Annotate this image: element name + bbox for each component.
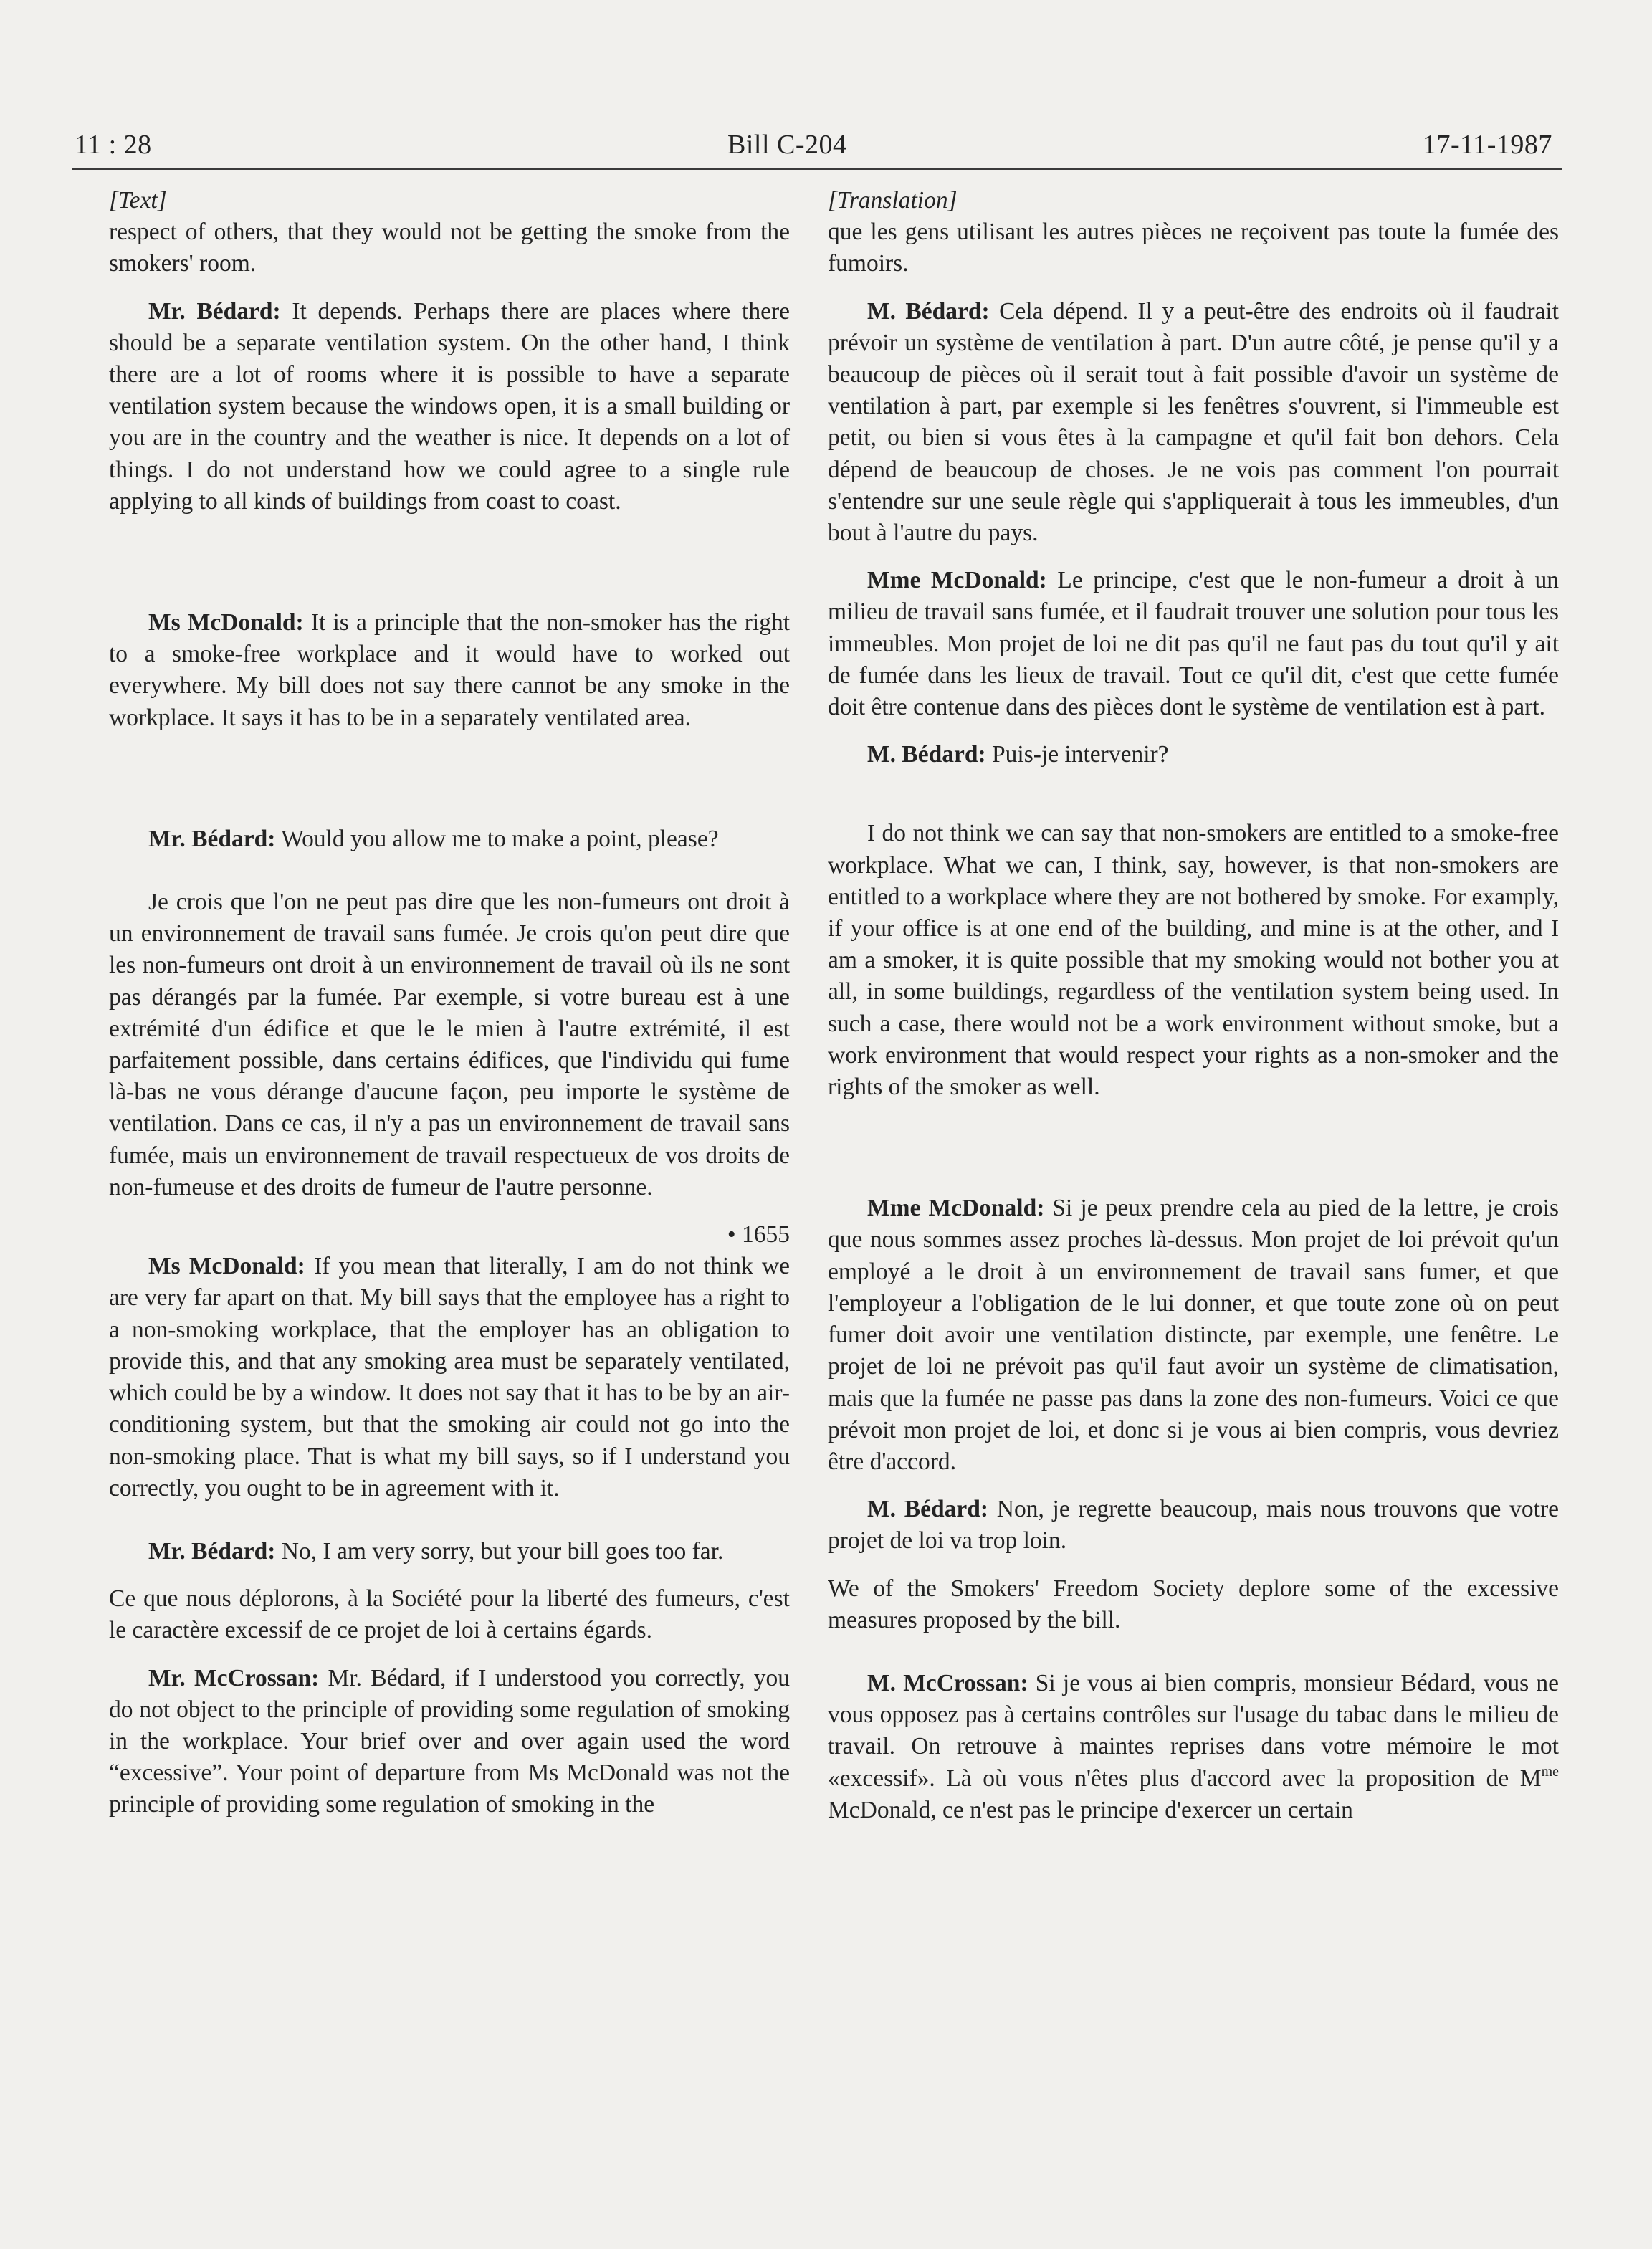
speech-text: Le principe, c'est que le non-fumeur a droit à un milieu de travail sans fumée, et il faudrait trouver une solution pour tous les immeubles. Mon projet de loi ne dit pas qu'il ne faut pas du tout qu'il y ait de fumée dans les lieux de travail. Tout ce qu'il dit, c'est que cette fumée doit être contenue dans des pièces dont le système de ventilation est à part.	[828, 567, 1559, 721]
speaker-name: Ms McDonald:	[148, 1253, 305, 1280]
paragraph: I do not think we can say that non-smokers are entitled to a smoke-free workplace. What we can, I think, say, however, is that non-smokers are entitled to a workplace where they are not bothered by smoke. For examply, if your office is at one end of the building, and mine is at the other, and I am a smoker, it is quite possible that my smoking would not bother you at all, in some buildings, regardless of the ventilation system being used. In such a case, there would not be a work environment without smoke, but a work environment that would respect your rights as a non-smoker and the rights of the smoker as well.	[828, 820, 1559, 1101]
page-number: 11 : 28	[75, 130, 152, 160]
speaker-name: Mr. Bédard:	[148, 297, 281, 325]
speech-text: Non, je regrette beaucoup, mais nous trouvons que votre projet de loi va trop loin.	[828, 1496, 1559, 1555]
superscript-me: me	[1541, 1763, 1559, 1780]
paragraph: respect of others, that they would not be getting the smoke from the smokers' room.	[109, 219, 790, 277]
speaker-name: M. Bédard:	[867, 1496, 988, 1523]
paragraph: Je crois que l'on ne peut pas dire que les non-fumeurs ont droit à un environnement de travail sans fumée. Je crois qu'on peut dire que les non-fumeurs ont droit à un environnement de travail où ils ne sont pas dérangés par la fumée. Par exemple, si votre bureau est à une extrémité d'un édifice et que le le mien à l'autre extrémité, il est parfaitement possible, dans certains édifices, que l'individu qui fume là-bas ne vous dérange d'aucune façon, peu importe le système de ventilation. Dans ce cas, il n'y a pas un environnement de travail sans fumée, mais un environnement de travail respectueux de vos droits de non-fumeuse et des droits de fumeur de l'autre personne.	[109, 889, 790, 1200]
speaker-paragraph	[828, 1494, 1559, 1557]
speaker-paragraph	[828, 296, 1559, 550]
speaker-name: Mr. McCrossan:	[148, 1664, 320, 1691]
speaker-name: Mr. Bédard:	[148, 825, 276, 852]
speaker-name: M. Bédard:	[867, 741, 986, 768]
speaker-paragraph	[828, 565, 1559, 723]
speaker-name: M. Bédard:	[867, 297, 990, 325]
speech-text: Cela dépend. Il y a peut-être des endroits où il faudrait prévoir un système de ventilation à part. D'un autre côté, je pense qu'il y a beaucoup de pièces où il serait tout à fait possible d'avoir un système de ventilation à part, par exemple si les fenêtres s'ouvrent, si l'immeuble est petit, ou bien si vous êtes à la campagne et qu'il fait bon dehors. Cela dépend de beaucoup de choses. Je ne vois pas comment l'on pourrait s'entendre sur une seule règle qui s'appliquerait à tous les immeubles, d'un bout à l'autre du pays.	[828, 297, 1559, 547]
header-date: 17-11-1987	[1423, 130, 1552, 160]
speech-text: McDonald, ce n'est pas le principe d'exercer un certain	[828, 1796, 1353, 1823]
speech-text: It depends. Perhaps there are places where there should be a separate ventilation system. On the other hand, I think there are a lot of rooms where it is possible to have a separate ventilation system because the windows open, it is a small building or you are in the country and the weather is nice. It depends on a lot of things. I do not understand how we could agree to a single rule applying to all kinds of buildings from coast to coast.	[109, 297, 790, 515]
text-tag: [Text]	[109, 187, 167, 214]
speaker-paragraph	[828, 1668, 1559, 1826]
speaker-name: M. McCrossan:	[867, 1669, 1028, 1696]
speech-text: Si je peux prendre cela au pied de la lettre, je crois que nous sommes assez proches là-dessus. Mon projet de loi prévoit qu'un employé a le droit à un environnement de travail sans fumer, et que l'employeur a l'obligation de le lui donner, et que toute zone où on peut fumer doit avoir une ventilation distincte, par exemple, une fenêtre. Le projet de loi ne prévoit pas qu'il faut avoir un système de climatisation, mais que la fumée ne passe pas dans la zone des non-fumeurs. Voici ce que prévoit mon projet de loi, et donc si je vous ai bien compris, vous devriez être d'accord.	[828, 1195, 1559, 1475]
speaker-paragraph	[109, 1536, 790, 1567]
speech-text: Puis-je intervenir?	[985, 741, 1169, 768]
speaker-paragraph	[828, 1193, 1559, 1478]
speaker-paragraph	[828, 739, 1559, 770]
speaker-paragraph	[109, 1251, 790, 1504]
bill-title: Bill C-204	[727, 130, 847, 160]
time-marker: • 1655	[727, 1221, 790, 1248]
speech-text: If you mean that literally, I am do not think we are very far apart on that. My bill says that the employee has a right to a non-smoking workplace, that the employer has an obligation to provide this, and that any smoking area must be separately ventilated, which could be by a window. It does not say that it has to be by an air-conditioning system, but that the smoking air could not go into the non-smoking place. That is what my bill says, so if I understand you correctly, you ought to be in agreement with it.	[109, 1253, 790, 1501]
speech-text: No, I am very sorry, but your bill goes too far.	[275, 1537, 724, 1565]
speaker-paragraph	[109, 296, 790, 517]
speaker-name: Mme McDonald:	[867, 1195, 1045, 1222]
paragraph: We of the Smokers' Freedom Society deplore some of the excessive measures proposed by the bill.	[828, 1575, 1559, 1633]
left-column-english	[109, 185, 790, 1821]
paragraph: que les gens utilisant les autres pièces ne reçoivent pas toute la fumée des fumoirs.	[828, 219, 1559, 277]
right-column-french	[828, 185, 1559, 1826]
speaker-paragraph	[109, 823, 790, 855]
speaker-paragraph	[109, 607, 790, 734]
speaker-name: Mr. Bédard:	[148, 1537, 276, 1565]
translation-tag: [Translation]	[828, 187, 958, 214]
speaker-paragraph	[109, 1663, 790, 1821]
speech-text: Mr. Bédard, if I understood you correctly, you do not object to the principle of providing some regulation of smoking in the workplace. Your brief over and over again used the word “excessive”. Your point of departure from Ms McDonald was not the principle of providing some regulation of smoking in the	[109, 1664, 790, 1818]
speech-text: Si je vous ai bien compris, monsieur Bédard, vous ne vous opposez pas à certains contrôles sur l'usage du tabac dans le milieu de travail. On retrouve à maintes reprises dans votre mémoire le mot «excessif». Là où vous n'êtes plus d'accord avec la proposition de M	[828, 1669, 1559, 1792]
speech-text: It is a principle that the non-smoker has the right to a smoke-free workplace and it would have to worked out everywhere. My bill does not say there cannot be any smoke in the workplace. It says it has to be in a separately ventilated area.	[109, 609, 791, 731]
speech-text: Would you allow me to make a point, please?	[275, 825, 719, 852]
speaker-name: Ms McDonald:	[148, 609, 304, 636]
paragraph: Ce que nous déplorons, à la Société pour la liberté des fumeurs, c'est le caractère excessif de ce projet de loi à certains égards.	[109, 1585, 790, 1644]
header-rule	[72, 168, 1562, 170]
speaker-name: Mme McDonald:	[867, 567, 1047, 594]
